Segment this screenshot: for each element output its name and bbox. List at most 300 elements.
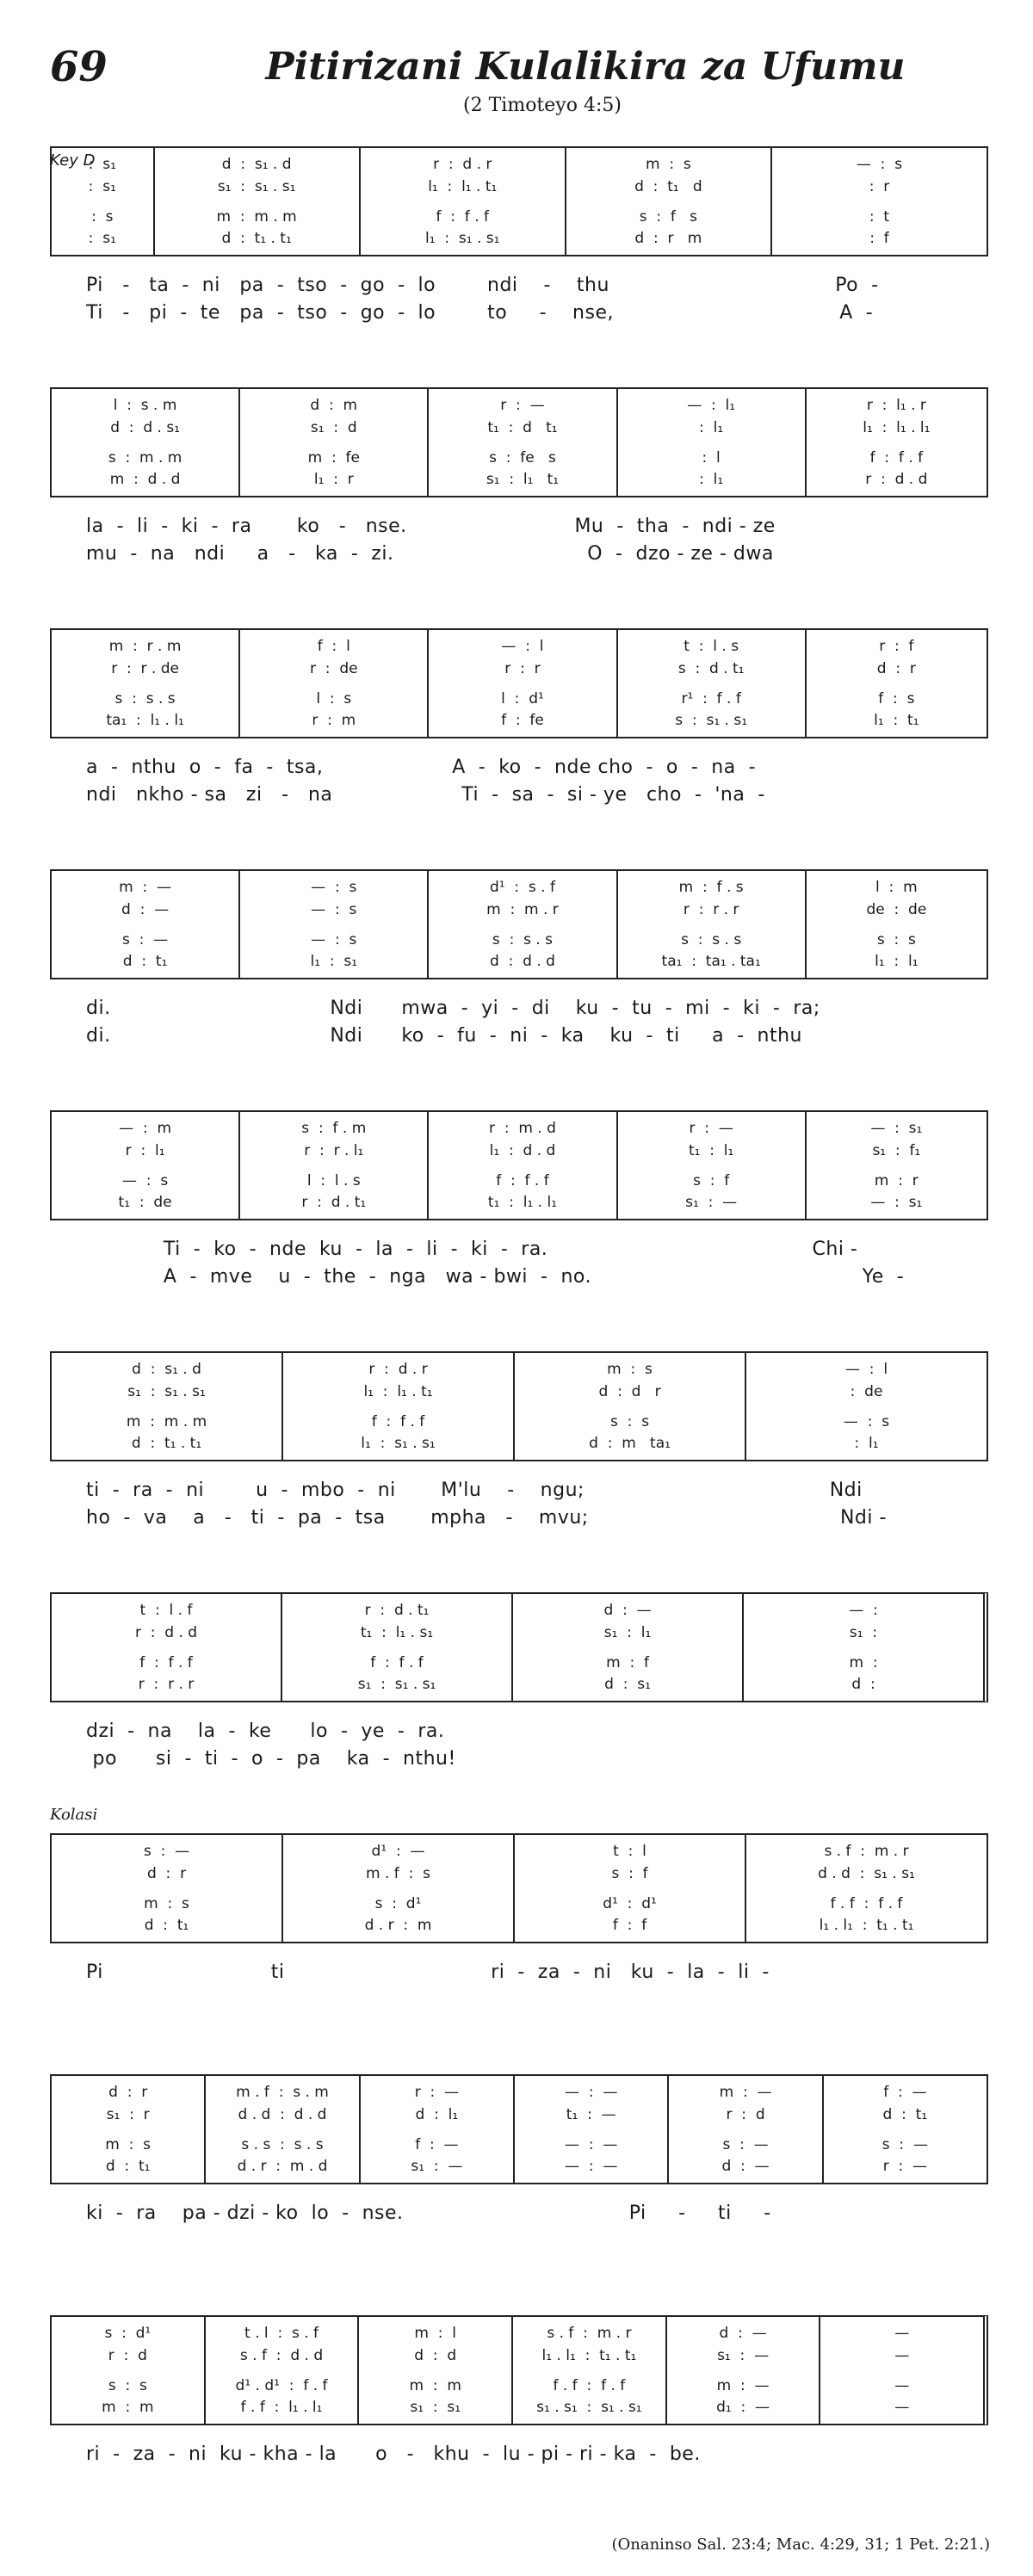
voice-part-notes: d : t₁ <box>144 1917 189 1934</box>
voice-part-notes: r : — <box>500 397 545 414</box>
measure <box>513 1594 744 1701</box>
voice-part-notes: s : — <box>722 2135 769 2153</box>
measure <box>669 2076 823 2183</box>
voice-part-notes: m : s <box>607 1361 653 1378</box>
voice-part-notes: d : d . d <box>490 953 555 970</box>
measure <box>618 630 807 737</box>
stave-gap <box>807 440 987 445</box>
voice-part-notes: m . f : s <box>366 1864 430 1882</box>
voice-part-notes: d : r m <box>634 230 702 247</box>
voice-part-notes: r : m . d <box>489 1120 556 1137</box>
stave-gap <box>618 1163 805 1168</box>
voice-part-notes: f : — <box>415 2135 459 2153</box>
voice-part-notes: s . f : m . r <box>824 1843 909 1860</box>
stave-gap <box>283 1404 513 1409</box>
solfa-stave <box>50 628 988 738</box>
voice-part-notes: f : — <box>883 2084 927 2101</box>
measure <box>361 2076 515 2183</box>
measure <box>807 389 987 496</box>
voice-part-notes: : l <box>702 448 721 466</box>
voice-part-notes: m : fe <box>307 448 360 466</box>
music-system <box>50 1351 988 1532</box>
stave-gap <box>618 922 805 927</box>
voice-part-notes: ta₁ : ta₁ . ta₁ <box>661 953 761 970</box>
voice-part-notes: s₁ : <box>849 1623 878 1641</box>
voice-part-notes: d : t₁ <box>882 2105 928 2123</box>
measure <box>361 148 566 255</box>
voice-part-notes: m : m . r <box>486 900 559 918</box>
voice-part-notes: l₁ . l₁ : t₁ . t₁ <box>819 1917 914 1934</box>
voice-part-notes: s₁ : l₁ <box>603 1623 652 1641</box>
voice-part-notes: s₁ : — <box>685 1194 738 1211</box>
voice-part-notes: d : t₁ . t₁ <box>131 1435 202 1452</box>
solfa-stave <box>50 1110 988 1220</box>
voice-part-notes: s₁ : — <box>717 2346 770 2364</box>
solfa-stave <box>50 2315 988 2425</box>
measure <box>52 2076 206 2183</box>
stave-gap <box>52 2368 204 2373</box>
voice-part-notes: s : s₁ . s₁ <box>675 712 748 729</box>
voice-part-notes: f . f : f . f <box>553 2376 626 2394</box>
voice-part-notes: m : <box>849 1653 878 1671</box>
voice-part-notes: d : d . s₁ <box>110 418 180 436</box>
stave-gap <box>240 922 427 927</box>
voice-part-notes: s : s . s <box>492 930 554 948</box>
voice-part-notes: s . f : m . r <box>547 2325 632 2342</box>
voice-part-notes: t₁ : — <box>566 2105 616 2123</box>
solfa-stave <box>50 1351 988 1461</box>
voice-part-notes: r : r . l₁ <box>304 1141 364 1159</box>
voice-part-notes: d : r <box>876 659 916 677</box>
voice-part-notes: r : — <box>689 1120 733 1137</box>
measure <box>744 1594 983 1701</box>
voice-part-notes: f : f . f <box>370 1653 424 1671</box>
voice-part-notes: — : s <box>121 1171 169 1189</box>
measure <box>824 2076 987 2183</box>
voice-part-notes: s : f <box>611 1864 648 1882</box>
voice-part-notes: f : fe <box>501 712 544 729</box>
voice-part-notes: : r <box>869 177 890 195</box>
voice-part-notes: t : l <box>613 1843 646 1860</box>
measure <box>618 389 807 496</box>
voice-part-notes: t₁ : d t₁ <box>487 418 558 436</box>
solfa-stave <box>50 1833 988 1943</box>
stave-gap <box>429 681 615 686</box>
voice-part-notes: : s₁ <box>88 156 116 173</box>
music-system <box>50 2074 988 2227</box>
hymn-title: Pitirizani Kulalikira za Ufumu <box>265 45 906 89</box>
voice-part-notes: s : — <box>881 2135 928 2153</box>
voice-part-notes: : s₁ <box>88 230 116 247</box>
voice-part-notes: t : l . s <box>684 638 739 655</box>
lyric-line: la - li - ki - ra ko - nse. Mu - tha - ndi - ze <box>86 516 776 537</box>
voice-part-notes: d¹ . d¹ : f . f <box>235 2376 328 2394</box>
measure <box>52 1353 283 1460</box>
voice-part-notes: r : m <box>312 712 356 729</box>
voice-part-notes: s : f s <box>639 207 697 225</box>
stave-gap <box>807 922 987 927</box>
voice-part-notes: m : m . m <box>216 207 297 225</box>
voice-part-notes: d : m <box>310 397 358 414</box>
voice-part-notes: m : s <box>645 156 691 173</box>
stave-gap <box>824 2127 987 2132</box>
voice-part-notes: : s₁ <box>88 177 116 195</box>
voice-part-notes: s₁ : s₁ . s₁ <box>127 1382 206 1400</box>
voice-part-notes: : l₁ <box>699 418 724 436</box>
voice-part-notes: f : f . f <box>869 448 924 466</box>
stave-gap <box>807 681 987 686</box>
voice-part-notes: d : — <box>719 2325 767 2342</box>
voice-part-notes: — <box>894 2376 910 2394</box>
stave-gap <box>52 2127 204 2132</box>
measure <box>283 1353 515 1460</box>
voice-part-notes: — : s₁ <box>870 1194 923 1211</box>
measure <box>359 2317 513 2424</box>
lyric-line: ri - za - ni ku - kha - la o - khu - lu - pi - ri - ka - be. <box>86 2443 701 2465</box>
stave-gap <box>52 1645 281 1650</box>
voice-part-notes: m : r <box>874 1171 919 1189</box>
music-system <box>50 869 988 1050</box>
solfa-stave <box>50 1592 988 1702</box>
voice-part-notes: s₁ . s₁ : s₁ . s₁ <box>536 2399 642 2416</box>
stave-gap <box>240 440 427 445</box>
voice-part-notes: r : r . r <box>683 900 739 918</box>
voice-part-notes: r : f <box>879 638 914 655</box>
measure <box>772 148 987 255</box>
stave-gap <box>206 2127 358 2132</box>
voice-part-notes: s₁ : d <box>310 418 357 436</box>
voice-part-notes: : t <box>869 207 890 225</box>
measure <box>618 1112 807 1219</box>
voice-part-notes: m . f : s . m <box>236 2084 329 2101</box>
measure <box>807 871 987 978</box>
voice-part-notes: m : — <box>716 2376 770 2394</box>
voice-part-notes: f : f . f <box>139 1653 193 1671</box>
voice-part-notes: : de <box>850 1382 883 1400</box>
lyrics-block <box>50 1959 988 1986</box>
voice-part-notes: — : l <box>501 638 544 655</box>
voice-part-notes: s : d . t₁ <box>677 659 745 677</box>
measure <box>240 630 429 737</box>
voice-part-notes: r : d . t₁ <box>364 1602 430 1619</box>
voice-part-notes: d¹ : — <box>371 1843 425 1860</box>
stave-gap <box>772 199 987 204</box>
voice-part-notes: d : s₁ <box>604 1676 651 1693</box>
stave-gap <box>240 681 427 686</box>
lyric-line: dzi - na la - ke lo - ye - ra. <box>86 1720 445 1742</box>
lyric-line: a - nthu o - fa - tsa, A - ko - nde cho - o - na - <box>86 757 757 778</box>
stave-gap <box>820 2368 983 2373</box>
voice-part-notes: — : s₁ <box>870 1120 923 1137</box>
voice-part-notes: l₁ : t₁ <box>874 712 919 729</box>
voice-part-notes: — : s <box>311 900 357 918</box>
voice-part-notes: r : d . t₁ <box>301 1194 367 1211</box>
voice-part-notes: s₁ : — <box>411 2158 463 2175</box>
stave-gap <box>52 1404 281 1409</box>
stave-gap <box>155 199 359 204</box>
voice-part-notes: s : — <box>143 1843 190 1860</box>
lyric-line: ti - ra - ni u - mbo - ni M'lu - ngu; Ndi <box>86 1480 863 1501</box>
stave-gap <box>52 922 238 927</box>
stave-gap <box>669 2127 821 2132</box>
voice-part-notes: r : d . r <box>433 156 492 173</box>
voice-part-notes: r : r . r <box>138 1676 195 1693</box>
lyric-line: di. Ndi ko - fu - ni - ka ku - ti a - nthu <box>86 1025 803 1047</box>
voice-part-notes: s : fe s <box>489 448 556 466</box>
measure <box>667 2317 821 2424</box>
stave-gap <box>515 1886 745 1891</box>
measure <box>820 2317 983 2424</box>
lyric-line: A - mve u - the - nga wa - bwi - no. Ye - <box>86 1266 905 1288</box>
voice-part-notes: f : f . f <box>371 1412 425 1430</box>
voice-part-notes: — : <box>849 1602 878 1619</box>
measure <box>282 1594 513 1701</box>
stave-gap <box>746 1404 987 1409</box>
lyric-line: ki - ra pa - dzi - ko lo - nse. Pi - ti - <box>86 2202 771 2224</box>
voice-part-notes: f : f <box>612 1917 647 1934</box>
stave-gap <box>566 199 770 204</box>
lyrics-block <box>50 2200 988 2227</box>
lyrics-block <box>50 1236 988 1291</box>
voice-part-notes: d : — <box>121 900 170 918</box>
voice-part-notes: s . f : d . d <box>239 2346 324 2364</box>
measure <box>515 2076 669 2183</box>
music-system <box>50 1110 988 1291</box>
voice-part-notes: l₁ : s₁ . s₁ <box>425 230 500 247</box>
music-system <box>50 1833 988 1986</box>
voice-part-notes: d . r : m <box>364 1917 432 1934</box>
voice-part-notes: m : l <box>414 2325 457 2342</box>
voice-part-notes: f : f . f <box>436 207 489 225</box>
measure <box>206 2076 360 2183</box>
voice-part-notes: t : l . f <box>139 1602 193 1619</box>
measure <box>807 1112 987 1219</box>
stave-gap <box>52 440 238 445</box>
voice-part-notes: d . d : d . d <box>238 2105 327 2123</box>
lyric-line: Pi - ta - ni pa - tso - go - lo ndi - thu Po - <box>86 275 879 296</box>
voice-part-notes: f : s <box>878 689 915 707</box>
voice-part-notes: ta₁ : l₁ . l₁ <box>106 712 184 729</box>
voice-part-notes: l : s <box>316 689 352 707</box>
voice-part-notes: l₁ : d . d <box>489 1141 556 1159</box>
measure <box>240 389 429 496</box>
measure <box>240 871 429 978</box>
measure <box>52 2317 206 2424</box>
voice-part-notes: m : m <box>102 2399 154 2416</box>
voice-part-notes: s₁ : s₁ <box>410 2399 461 2416</box>
voice-part-notes: f : f . f <box>496 1171 549 1189</box>
voice-part-notes: — : s <box>843 1412 890 1430</box>
stave-gap <box>513 2368 665 2373</box>
voice-part-notes: — <box>894 2346 910 2364</box>
voice-part-notes: l₁ : s₁ <box>310 953 358 970</box>
stave-gap <box>359 2368 511 2373</box>
stave-gap <box>744 1645 983 1650</box>
voice-part-notes: r : d . d <box>865 471 928 488</box>
voice-part-notes: — : s <box>311 879 357 896</box>
voice-part-notes: t₁ : l₁ . s₁ <box>360 1623 434 1641</box>
voice-part-notes: m : — <box>719 2084 772 2101</box>
measure <box>515 1835 746 1942</box>
voice-part-notes: l₁ : l₁ . t₁ <box>428 177 498 195</box>
voice-part-notes: l₁ . l₁ : t₁ . t₁ <box>541 2346 637 2364</box>
stave-gap <box>515 2127 667 2132</box>
stave-gap <box>618 440 805 445</box>
voice-part-notes: s₁ : f₁ <box>872 1141 921 1159</box>
voice-part-notes: — : — <box>565 2084 618 2101</box>
lyrics-block <box>50 754 988 809</box>
voice-part-notes: — <box>894 2325 910 2342</box>
voice-part-notes: — : — <box>565 2135 618 2153</box>
voice-part-notes: de : de <box>866 900 927 918</box>
music-system <box>50 387 988 568</box>
voice-part-notes: — : m <box>119 1120 172 1137</box>
hymn-number: 69 <box>50 43 108 91</box>
voice-part-notes: d : l₁ <box>415 2105 459 2123</box>
measure <box>515 1353 746 1460</box>
stave-gap <box>515 1404 745 1409</box>
voice-part-notes: r : d . r <box>368 1361 428 1378</box>
stave-gap <box>618 681 805 686</box>
voice-part-notes: s₁ : s₁ . s₁ <box>357 1676 436 1693</box>
lyrics-block <box>50 1477 988 1532</box>
solfa-stave <box>50 146 988 256</box>
voice-part-notes: s : — <box>121 930 169 948</box>
lyrics-block <box>50 995 988 1050</box>
lyrics-block <box>50 272 988 327</box>
voice-part-notes: l₁ : l₁ <box>875 953 919 970</box>
voice-part-notes: : l₁ <box>854 1435 879 1452</box>
solfa-stave <box>50 2074 988 2184</box>
measure <box>206 2317 360 2424</box>
voice-part-notes: d : <box>851 1676 875 1693</box>
voice-part-notes: s : s <box>876 930 916 948</box>
measure <box>52 871 240 978</box>
solfa-stave <box>50 387 988 497</box>
lyric-line: Ti - pi - te pa - tso - go - lo to - nse, A - <box>86 302 874 324</box>
voice-part-notes: t₁ : l₁ <box>688 1141 734 1159</box>
lyrics-block <box>50 1718 988 1773</box>
music-system <box>50 628 988 809</box>
voice-part-notes: r : r <box>504 659 541 677</box>
voice-part-notes: s : f . m <box>301 1120 367 1137</box>
stave-gap <box>429 1163 615 1168</box>
voice-part-notes: : l₁ <box>699 471 724 488</box>
voice-part-notes: — : l₁ <box>687 397 736 414</box>
voice-part-notes: d : t₁ . t₁ <box>221 230 292 247</box>
voice-part-notes: t . l : s . f <box>244 2325 319 2342</box>
measure <box>746 1835 987 1942</box>
measure <box>746 1353 987 1460</box>
voice-part-notes: d : m ta₁ <box>589 1435 671 1452</box>
voice-part-notes: s₁ : l₁ t₁ <box>486 471 560 488</box>
voice-part-notes: d₁ : — <box>716 2399 770 2416</box>
voice-part-notes: l₁ : l₁ . t₁ <box>363 1382 433 1400</box>
voice-part-notes: f . f : l₁ . l₁ <box>240 2399 323 2416</box>
voice-part-notes: d¹ : d¹ <box>603 1894 657 1912</box>
voice-part-notes: d : r <box>146 1864 187 1882</box>
stave-gap <box>361 199 565 204</box>
voice-part-notes: m : f <box>606 1653 649 1671</box>
lyric-line: di. Ndi mwa - yi - di ku - tu - mi - ki - ra; <box>86 998 820 1019</box>
voice-part-notes: d : d <box>414 2346 457 2364</box>
stave-gap <box>361 2127 513 2132</box>
measure <box>52 630 240 737</box>
voice-part-notes: d : s₁ . d <box>221 156 292 173</box>
measure <box>429 1112 617 1219</box>
measure <box>283 1835 515 1942</box>
voice-part-notes: d¹ : s . f <box>489 879 555 896</box>
voice-part-notes: s : d¹ <box>104 2325 152 2342</box>
voice-part-notes: l₁ : r <box>313 471 354 488</box>
voice-part-notes: l : l . s <box>306 1171 361 1189</box>
voice-part-notes: — : l <box>844 1361 888 1378</box>
voice-part-notes: l₁ : l₁ . l₁ <box>863 418 931 436</box>
measure <box>566 148 772 255</box>
scripture-reference: (2 Timoteyo 4:5) <box>463 95 622 116</box>
voice-part-notes: l : s . m <box>113 397 177 414</box>
voice-part-notes: s : s . s <box>681 930 742 948</box>
chorus-label: Kolasi <box>50 1806 98 1824</box>
measure <box>513 2317 667 2424</box>
voice-part-notes: d . r : m . d <box>237 2158 328 2175</box>
stave-gap <box>283 1886 513 1891</box>
voice-part-notes: m : — <box>119 879 172 896</box>
music-system <box>50 146 988 327</box>
voice-part-notes: : f <box>869 230 889 247</box>
voice-part-notes: r¹ : f . f <box>681 689 741 707</box>
measure <box>240 1112 429 1219</box>
lyric-line: Pi ti ri - za - ni ku - la - li - <box>86 1961 770 1983</box>
stave-gap <box>52 681 238 686</box>
voice-part-notes: m : f . s <box>678 879 744 896</box>
voice-part-notes: r : — <box>882 2158 928 2175</box>
stave-gap <box>429 440 615 445</box>
voice-part-notes: d : — <box>603 1602 652 1619</box>
key-signature: Key D <box>50 151 96 170</box>
voice-part-notes: s . s : s . s <box>241 2135 324 2153</box>
measure <box>52 389 240 496</box>
stave-gap <box>667 2368 820 2373</box>
voice-part-notes: r : d . d <box>134 1623 198 1641</box>
music-system <box>50 1592 988 1773</box>
voice-part-notes: d : — <box>721 2158 770 2175</box>
stave-gap <box>206 2368 358 2373</box>
voice-part-notes: l : m <box>875 879 918 896</box>
voice-part-notes: r : l₁ . r <box>866 397 926 414</box>
stave-gap <box>807 1163 987 1168</box>
measure <box>618 871 807 978</box>
voice-part-notes: d : t₁ <box>122 953 168 970</box>
voice-part-notes: t₁ : de <box>118 1194 172 1211</box>
stave-gap <box>282 1645 511 1650</box>
voice-part-notes: — : — <box>565 2158 618 2175</box>
voice-part-notes: r : — <box>414 2084 460 2101</box>
solfa-stave <box>50 869 988 979</box>
voice-part-notes: f : l <box>317 638 350 655</box>
voice-part-notes: s : d¹ <box>374 1894 422 1912</box>
voice-part-notes: l₁ : s₁ . s₁ <box>361 1435 436 1452</box>
voice-part-notes: s : f <box>693 1171 730 1189</box>
voice-part-notes: — : s <box>311 930 357 948</box>
voice-part-notes: d : t₁ d <box>634 177 702 195</box>
measure <box>155 148 361 255</box>
voice-part-notes: : s <box>91 207 114 225</box>
voice-part-notes: m : d . d <box>109 471 181 488</box>
voice-part-notes: — <box>894 2399 910 2416</box>
voice-part-notes: d : t₁ <box>105 2158 151 2175</box>
lyric-line: ndi nkho - sa zi - na Ti - sa - si - ye cho - 'na - <box>86 784 765 806</box>
